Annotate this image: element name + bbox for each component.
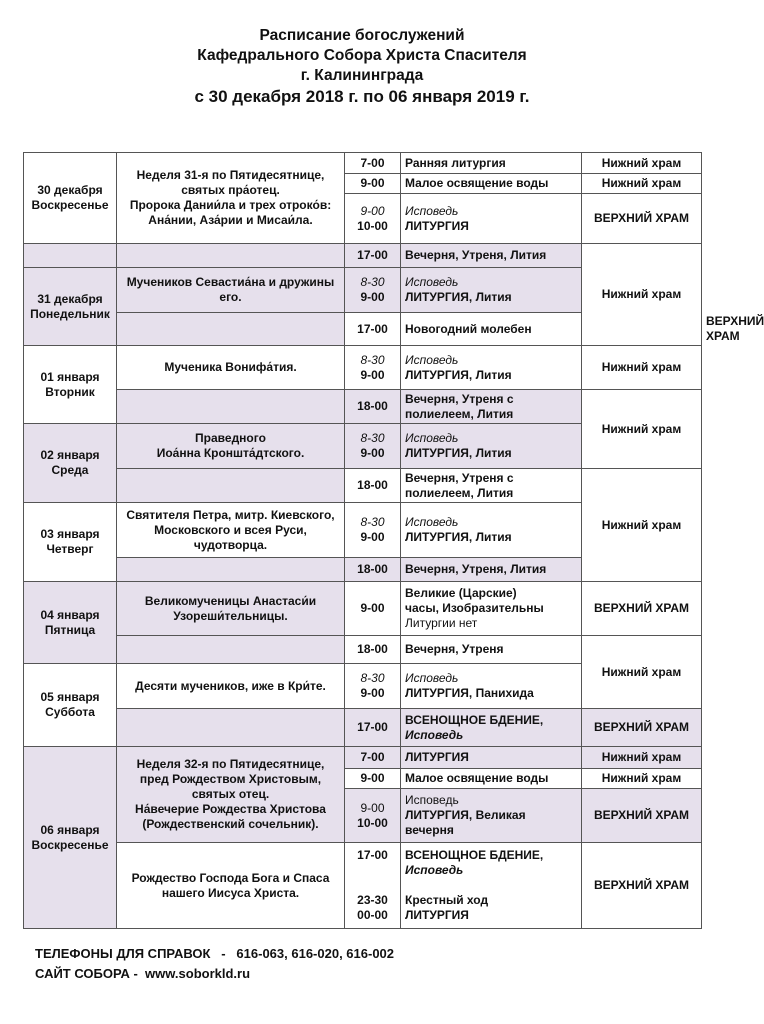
service-cell: ВСЕНОЩНОЕ БДЕНИЕ, Исповедь Крестный ход ЛИТУРГИЯ xyxy=(401,843,582,929)
time-cell: 8-30 9-00 xyxy=(345,503,401,558)
feast-cell: Великомученицы Анастаси́и Узореши́тельницы. xyxy=(117,582,345,636)
service-cell: Исповедь ЛИТУРГИЯ, Лития xyxy=(401,424,582,469)
place-cell: Нижний храм xyxy=(582,747,702,769)
place-cell: ВЕРХНИЙ ХРАМ xyxy=(582,789,702,843)
time-cell: 9-00 xyxy=(345,582,401,636)
date-cell: 03 января Четверг xyxy=(24,503,117,582)
place-cell: ВЕРХНИЙ ХРАМ xyxy=(582,582,702,636)
time-cell: 17-00 xyxy=(345,313,401,346)
schedule-table xyxy=(23,152,764,929)
service-cell: Малое освящение воды xyxy=(401,174,582,194)
date-cell: 02 января Среда xyxy=(24,424,117,503)
table-row xyxy=(24,469,702,503)
service-cell: Исповедь ЛИТУРГИЯ, Лития xyxy=(401,503,582,558)
service-cell: Исповедь ЛИТУРГИЯ, Великая вечерня xyxy=(401,789,582,843)
service-cell: Малое освящение воды xyxy=(401,769,582,789)
time-cell: 18-00 xyxy=(345,390,401,424)
table-row: 17-00 Новогодний молебен ВЕРХНИЙ ХРАМ xyxy=(24,313,702,346)
table-row xyxy=(24,582,702,636)
phones-line: ТЕЛЕФОНЫ ДЛЯ СПРАВОК - 616-063, 616-020, 616-002 xyxy=(35,946,395,961)
feast-cell: Мученика Вонифа́тия. xyxy=(117,346,345,390)
title-line-1: Расписание богослужений xyxy=(259,27,465,44)
time-cell: 8-30 9-00 xyxy=(345,424,401,469)
service-cell: Исповедь ЛИТУРГИЯ, Лития xyxy=(401,346,582,390)
page-title xyxy=(0,26,724,107)
time-cell: 17-00 xyxy=(345,244,401,268)
place-cell: Нижний храм xyxy=(582,390,702,469)
table-row xyxy=(24,709,702,747)
service-cell: Ранняя литургия xyxy=(401,153,582,174)
feast-cell: Неделя 32-я по Пятидесятнице, пред Рождеством Христовым, святых отец. На́вечерие Рождества Христова (Рождественский сочельник). xyxy=(117,747,345,843)
place-cell: Нижний храм xyxy=(582,153,702,174)
table-row xyxy=(24,244,702,268)
service-cell: Вечерня, Утреня xyxy=(401,636,582,664)
table-row xyxy=(24,153,702,174)
service-cell: Исповедь ЛИТУРГИЯ xyxy=(401,194,582,244)
date-cell: 30 декабря Воскресенье xyxy=(24,153,117,244)
place-cell: Нижний храм xyxy=(582,174,702,194)
place-cell: Нижний храм xyxy=(582,636,702,709)
service-cell: Вечерня, Утреня с полиелеем, Лития xyxy=(401,469,582,503)
place-cell: Нижний храм xyxy=(582,346,702,390)
place-cell: Нижний храм xyxy=(582,769,702,789)
place-cell: ВЕРХНИЙ ХРАМ xyxy=(582,194,702,244)
date-cell: 01 января Вторник xyxy=(24,346,117,424)
footer xyxy=(35,944,394,984)
table-row xyxy=(24,747,702,769)
service-cell: Новогодний молебен xyxy=(401,313,582,346)
date-cell: 31 декабря Понедельник xyxy=(24,268,117,346)
time-cell: 9-00 10-00 xyxy=(345,194,401,244)
title-line-2: Кафедрального Собора Христа Спасителя xyxy=(197,47,527,64)
date-cell: 05 января Суббота xyxy=(24,664,117,747)
title-line-4: с 30 декабря 2018 г. по 06 января 2019 г. xyxy=(194,87,530,106)
site-line: САЙТ СОБОРА - www.soborkld.ru xyxy=(35,966,251,981)
table-row xyxy=(24,390,702,424)
table-row xyxy=(24,843,702,929)
date-cell: 06 января Воскресенье xyxy=(24,747,117,929)
feast-cell: Мучеников Севастиа́на и дружины его. xyxy=(117,268,345,313)
service-cell: Исповедь ЛИТУРГИЯ, Лития xyxy=(401,268,582,313)
title-line-3: г. Калининграда xyxy=(300,67,424,84)
service-cell: ЛИТУРГИЯ xyxy=(401,747,582,769)
time-cell: 7-00 xyxy=(345,153,401,174)
time-cell: 7-00 xyxy=(345,747,401,769)
time-cell: 17-00 23-30 00-00 xyxy=(345,843,401,929)
service-cell: Вечерня, Утреня, Лития xyxy=(401,244,582,268)
table-row xyxy=(24,636,702,664)
feast-cell: Рождество Господа Бога и Спаса нашего Иисуса Христа. xyxy=(117,843,345,929)
place-cell: Нижний храм xyxy=(582,244,702,346)
time-cell: 8-30 9-00 xyxy=(345,268,401,313)
service-cell: ВСЕНОЩНОЕ БДЕНИЕ, Исповедь xyxy=(401,709,582,747)
feast-cell: Десяти мучеников, иже в Кри́те. xyxy=(117,664,345,709)
place-cell: Нижний храм xyxy=(582,469,702,582)
place-cell: ВЕРХНИЙ ХРАМ xyxy=(582,843,702,929)
feast-cell: Неделя 31-я по Пятидесятнице, святых пра́отец. Пророка Дании́ла и трех отроко́в: Ана́нии, Аза́рии и Мисаи́ла. xyxy=(117,153,345,244)
table-row xyxy=(24,346,702,390)
time-cell: 8-30 9-00 xyxy=(345,664,401,709)
service-cell: Великие (Царские) часы, Изобразительны Литургии нет xyxy=(401,582,582,636)
time-cell: 9-00 10-00 xyxy=(345,789,401,843)
date-cell: 04 января Пятница xyxy=(24,582,117,664)
service-cell: Вечерня, Утреня, Лития xyxy=(401,558,582,582)
time-cell: 9-00 xyxy=(345,174,401,194)
time-cell: 9-00 xyxy=(345,769,401,789)
time-cell: 17-00 xyxy=(345,709,401,747)
service-cell: Вечерня, Утреня с полиелеем, Лития xyxy=(401,390,582,424)
time-cell: 8-30 9-00 xyxy=(345,346,401,390)
feast-cell: Святителя Петра, митр. Киевского, Московского и всея Руси, чудотворца. xyxy=(117,503,345,558)
feast-cell: Праведного Иоа́нна Кроншта́дтского. xyxy=(117,424,345,469)
place-cell: ВЕРХНИЙ ХРАМ xyxy=(582,709,702,747)
time-cell: 18-00 xyxy=(345,636,401,664)
service-cell: Исповедь ЛИТУРГИЯ, Панихида xyxy=(401,664,582,709)
time-cell: 18-00 xyxy=(345,558,401,582)
time-cell: 18-00 xyxy=(345,469,401,503)
